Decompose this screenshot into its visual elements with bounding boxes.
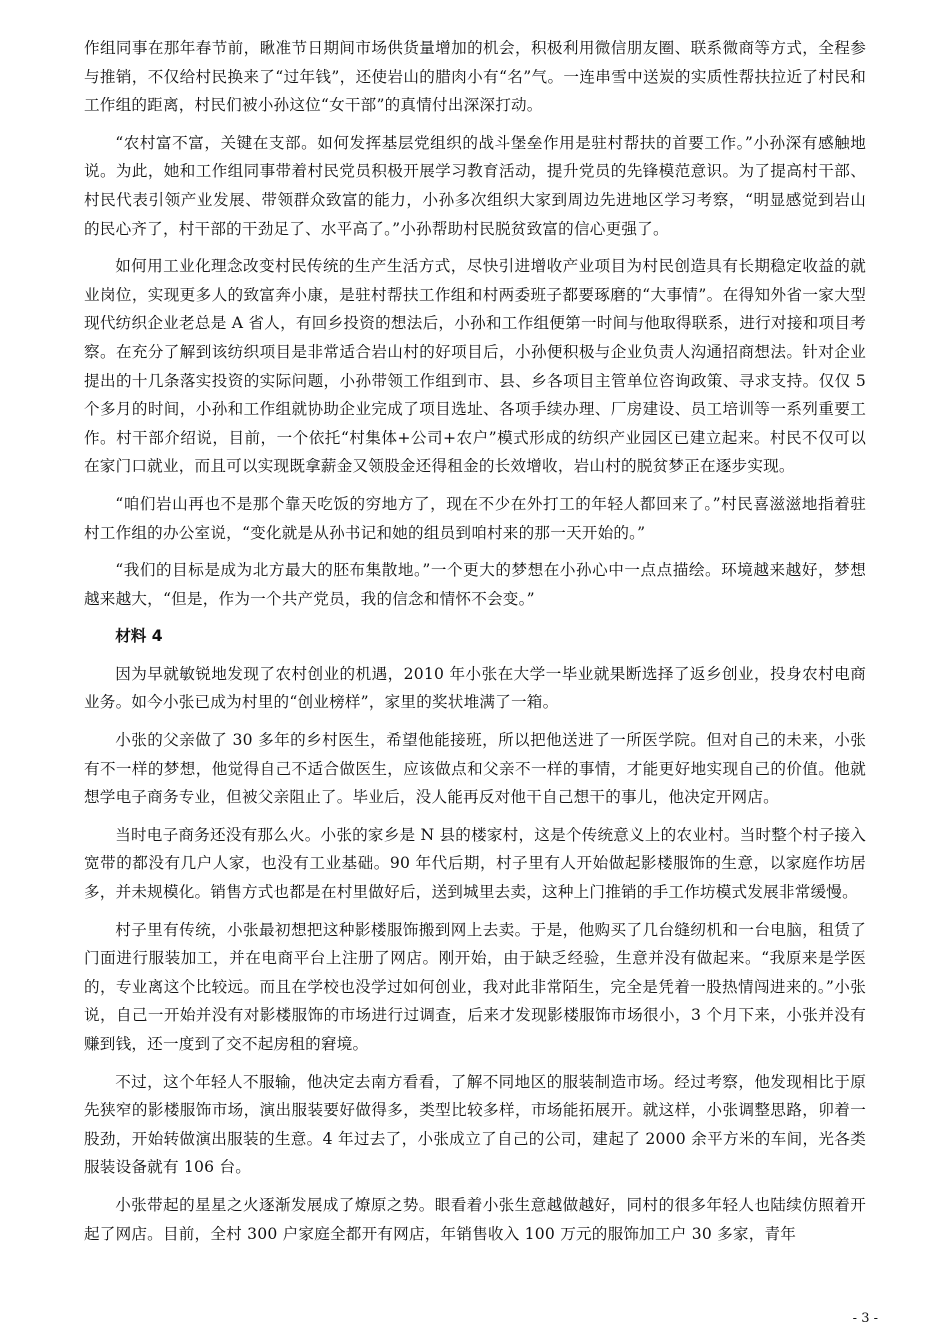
paragraph: “我们的目标是成为北方最大的胚布集散地。”一个更大的梦想在小孙心中一点点描绘。环境越来越好，梦想越来越大，“但是，作为一个共产党员，我的信念和情怀不会变。” xyxy=(84,561,866,608)
paragraph: 当时电子商务还没有那么火。小张的家乡是 N 县的楼家村，这是个传统意义上的农业村。当时整个村子接入宽带的都没有几户人家，也没有工业基础。90 年代后期，村子里有人开始做起影楼服饰的生意，以家庭作坊居多，并未规模化。销售方式也都是在村里做好后，送到城里去卖，这种上门推销的手工作坊模式发展非常缓慢。 xyxy=(84,825,866,902)
paragraph: 村子里有传统，小张最初想把这种影楼服饰搬到网上去卖。于是，他购买了几台缝纫机和一台电脑，租赁了门面进行服装加工，并在电商平台上注册了网店。刚开始，由于缺乏经验，生意并没有做起来。“我原来是学医的，专业离这个比较远。而且在学校也没学过如何创业，我对此非常陌生，完全是凭着一股热情闯进来的。”小张说，自己一开始并没有对影楼服饰的市场进行过调查，后来才发现影楼服饰市场很小，3 个月下来，小张并没有赚到钱，还一度到了交不起房租的窘境。 xyxy=(84,920,866,1053)
paragraph: 不过，这个年轻人不服输，他决定去南方看看，了解不同地区的服装制造市场。经过考察，他发现相比于原先狭窄的影楼服饰市场，演出服装要好做得多，类型比较多样，市场能拓展开。就这样，小张调整思路，卯着一股劲，开始转做演出服装的生意。4 年过去了，小张成立了自己的公司，建起了 2000 余平方米的车间，光各类服装设备就有 106 台。 xyxy=(84,1072,866,1177)
paragraph: 如何用工业化理念改变村民传统的生产生活方式，尽快引进增收产业项目为村民创造具有长期稳定收益的就业岗位，实现更多人的致富奔小康，是驻村帮扶工作组和村两委班子都要琢磨的“大事情”。在得知外省一家大型现代纺织企业老总是 A 省人，有回乡投资的想法后，小孙和工作组便第一时间与他取得联系，进行对接和项目考察。在充分了解到该纺织项目是非常适合岩山村的好项目后，小孙便积极与企业负责人沟通招商想法。针对企业提出的十几条落实投资的实际问题，小孙带领工作组到市、县、乡各项目主管单位咨询政策、寻求支持。仅仅 5 个多月的时间，小孙和工作组就协助企业完成了项目选址、各项手续办理、厂房建设、员工培训等一系列重要工作。村干部介绍说，目前，一个依托“村集体+公司+农户”模式形成的纺织产业园区已建立起来。村民不仅可以在家门口就业，而且可以实现既拿薪金又领股金还得租金的长效增收，岩山村的脱贫梦正在逐步实现。 xyxy=(84,257,866,476)
paragraph: “农村富不富，关键在支部。如何发挥基层党组织的战斗堡垒作用是驻村帮扶的首要工作。”小孙深有感触地说。为此，她和工作组同事带着村民党员积极开展学习教育活动，提升党员的先锋模范意识。为了提高村干部、村民代表引领产业发展、带领群众致富的能力，小孙多次组织大家到周边先进地区学习考察，“明显感觉到岩山的民心齐了，村干部的干劲足了、水平高了。”小孙帮助村民脱贫致富的信心更强了。 xyxy=(84,133,866,238)
paragraph: 因为早就敏锐地发现了农村创业的机遇，2010 年小张在大学一毕业就果断选择了返乡创业，投身农村电商业务。如今小张已成为村里的“创业榜样”，家里的奖状堆满了一箱。 xyxy=(84,664,866,712)
section-heading: 材料 4 xyxy=(115,627,163,646)
page-number: - 3 - xyxy=(852,1311,878,1326)
paragraph: 小张带起的星星之火逐渐发展成了燎原之势。眼看着小张生意越做越好，同村的很多年轻人也陆续仿照着开起了网店。目前，全村 300 户家庭全都开有网店，年销售收入 100 万元的服饰加工户 30 多家，青年 xyxy=(84,1195,866,1243)
paragraph: 作组同事在那年春节前，瞅准节日期间市场供货量增加的机会，积极利用微信朋友圈、联系微商等方式，全程参与推销，不仅给村民换来了“过年钱”，还使岩山的腊肉小有“名”气。一连串雪中送炭的实质性帮扶拉近了村民和工作组的距离，村民们被小孙这位“女干部”的真情付出深深打动。 xyxy=(84,39,866,115)
paragraph: “咱们岩山再也不是那个靠天吃饭的穷地方了，现在不少在外打工的年轻人都回来了。”村民喜滋滋地指着驻村工作组的办公室说，“变化就是从孙书记和她的组员到咱村来的那一天开始的。” xyxy=(84,494,866,542)
document-body xyxy=(84,34,866,1257)
paragraph: 小张的父亲做了 30 多年的乡村医生，希望他能接班，所以把他送进了一所医学院。但对自己的未来，小张有不一样的梦想，他觉得自己不适合做医生，应该做点和父亲不一样的事情，才能更好地实现自己的价值。他就想学电子商务专业，但被父亲阻止了。毕业后，没人能再反对他干自己想干的事儿，他决定开网店。 xyxy=(84,731,866,807)
